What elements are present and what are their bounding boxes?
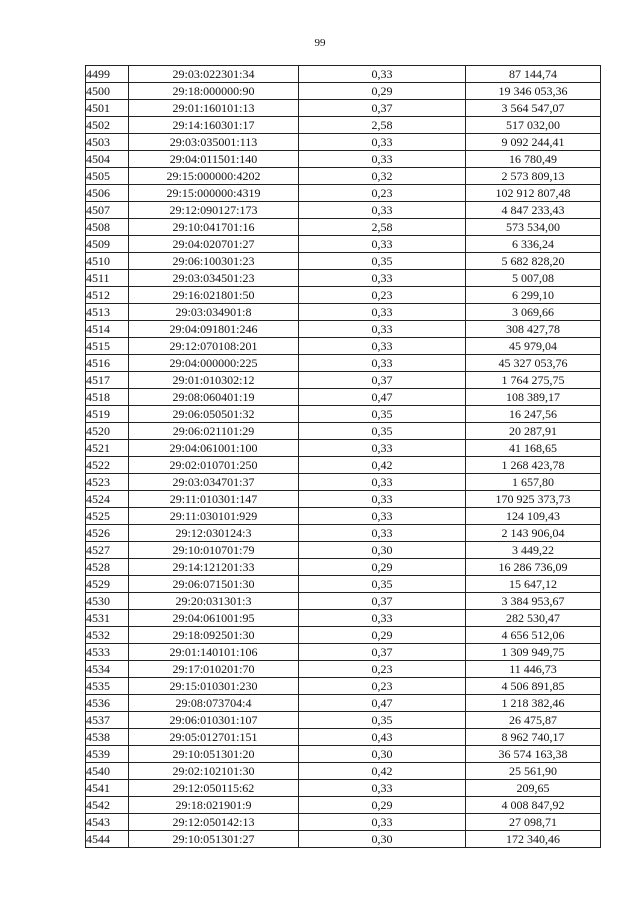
cadastral-number-cell: 29:06:050501:32 <box>129 406 299 423</box>
row-number-cell: 4544 <box>86 831 129 848</box>
row-number-cell: 4531 <box>86 610 129 627</box>
amount-cell: 6 336,24 <box>466 236 601 253</box>
table-row <box>86 338 601 355</box>
coefficient-cell: 0,33 <box>299 66 466 83</box>
row-number-cell: 4499 <box>86 66 129 83</box>
row-number-cell: 4522 <box>86 457 129 474</box>
row-number-cell: 4529 <box>86 576 129 593</box>
cadastral-number-cell: 29:15:000000:4319 <box>129 185 299 202</box>
cadastral-number-cell: 29:12:070108:201 <box>129 338 299 355</box>
coefficient-cell: 0,33 <box>299 525 466 542</box>
coefficient-cell: 0,33 <box>299 355 466 372</box>
coefficient-cell: 0,37 <box>299 593 466 610</box>
row-number-cell: 4520 <box>86 423 129 440</box>
row-number-cell: 4528 <box>86 559 129 576</box>
cadastral-number-cell: 29:14:121201:33 <box>129 559 299 576</box>
row-number-cell: 4526 <box>86 525 129 542</box>
row-number-cell: 4521 <box>86 440 129 457</box>
cadastral-number-cell: 29:10:010701:79 <box>129 542 299 559</box>
amount-cell: 45 327 053,76 <box>466 355 601 372</box>
table-row <box>86 321 601 338</box>
row-number-cell: 4517 <box>86 372 129 389</box>
coefficient-cell: 0,29 <box>299 627 466 644</box>
coefficient-cell: 2,58 <box>299 219 466 236</box>
cadastral-number-cell: 29:12:050115:62 <box>129 780 299 797</box>
cadastral-number-cell: 29:12:030124:3 <box>129 525 299 542</box>
row-number-cell: 4511 <box>86 270 129 287</box>
amount-cell: 87 144,74 <box>466 66 601 83</box>
coefficient-cell: 0,37 <box>299 644 466 661</box>
cadastral-number-cell: 29:14:160301:17 <box>129 117 299 134</box>
table-row <box>86 661 601 678</box>
amount-cell: 1 309 949,75 <box>466 644 601 661</box>
row-number-cell: 4519 <box>86 406 129 423</box>
cadastral-number-cell: 29:03:022301:34 <box>129 66 299 83</box>
amount-cell: 41 168,65 <box>466 440 601 457</box>
table-body <box>86 66 601 848</box>
cadastral-number-cell: 29:08:060401:19 <box>129 389 299 406</box>
coefficient-cell: 0,33 <box>299 270 466 287</box>
cadastral-number-cell: 29:12:050142:13 <box>129 814 299 831</box>
table-row <box>86 746 601 763</box>
coefficient-cell: 0,33 <box>299 780 466 797</box>
coefficient-cell: 0,35 <box>299 576 466 593</box>
coefficient-cell: 0,32 <box>299 168 466 185</box>
coefficient-cell: 0,37 <box>299 100 466 117</box>
amount-cell: 4 506 891,85 <box>466 678 601 695</box>
amount-cell: 16 780,49 <box>466 151 601 168</box>
table-row <box>86 576 601 593</box>
cadastral-number-cell: 29:06:010301:107 <box>129 712 299 729</box>
table-row <box>86 389 601 406</box>
cadastral-number-cell: 29:15:000000:4202 <box>129 168 299 185</box>
amount-cell: 1 268 423,78 <box>466 457 601 474</box>
row-number-cell: 4536 <box>86 695 129 712</box>
amount-cell: 2 573 809,13 <box>466 168 601 185</box>
row-number-cell: 4508 <box>86 219 129 236</box>
table-row <box>86 525 601 542</box>
row-number-cell: 4523 <box>86 474 129 491</box>
row-number-cell: 4539 <box>86 746 129 763</box>
table-row <box>86 797 601 814</box>
amount-cell: 1 218 382,46 <box>466 695 601 712</box>
row-number-cell: 4507 <box>86 202 129 219</box>
coefficient-cell: 0,23 <box>299 661 466 678</box>
cadastral-number-cell: 29:04:000000:225 <box>129 355 299 372</box>
coefficient-cell: 0,33 <box>299 338 466 355</box>
amount-cell: 11 446,73 <box>466 661 601 678</box>
cadastral-number-cell: 29:03:035001:113 <box>129 134 299 151</box>
data-table <box>85 65 601 848</box>
cadastral-number-cell: 29:04:061001:95 <box>129 610 299 627</box>
table-row <box>86 627 601 644</box>
amount-cell: 3 564 547,07 <box>466 100 601 117</box>
amount-cell: 1 657,80 <box>466 474 601 491</box>
coefficient-cell: 0,35 <box>299 423 466 440</box>
table-row <box>86 134 601 151</box>
table-row <box>86 729 601 746</box>
row-number-cell: 4524 <box>86 491 129 508</box>
table-row <box>86 287 601 304</box>
cadastral-number-cell: 29:18:021901:9 <box>129 797 299 814</box>
cadastral-number-cell: 29:01:140101:106 <box>129 644 299 661</box>
amount-cell: 2 143 906,04 <box>466 525 601 542</box>
table-row <box>86 474 601 491</box>
amount-cell: 3 449,22 <box>466 542 601 559</box>
cadastral-number-cell: 29:16:021801:50 <box>129 287 299 304</box>
amount-cell: 102 912 807,48 <box>466 185 601 202</box>
row-number-cell: 4532 <box>86 627 129 644</box>
cadastral-number-cell: 29:04:020701:27 <box>129 236 299 253</box>
coefficient-cell: 0,33 <box>299 236 466 253</box>
table-row <box>86 423 601 440</box>
amount-cell: 8 962 740,17 <box>466 729 601 746</box>
row-number-cell: 4533 <box>86 644 129 661</box>
coefficient-cell: 0,47 <box>299 389 466 406</box>
table-row <box>86 457 601 474</box>
row-number-cell: 4538 <box>86 729 129 746</box>
amount-cell: 5 682 828,20 <box>466 253 601 270</box>
amount-cell: 108 389,17 <box>466 389 601 406</box>
row-number-cell: 4512 <box>86 287 129 304</box>
row-number-cell: 4514 <box>86 321 129 338</box>
table-row <box>86 355 601 372</box>
amount-cell: 27 098,71 <box>466 814 601 831</box>
cadastral-number-cell: 29:01:010302:12 <box>129 372 299 389</box>
cadastral-number-cell: 29:01:160101:13 <box>129 100 299 117</box>
table-row <box>86 763 601 780</box>
table-row <box>86 304 601 321</box>
coefficient-cell: 0,33 <box>299 134 466 151</box>
table-row <box>86 831 601 848</box>
coefficient-cell: 0,42 <box>299 457 466 474</box>
row-number-cell: 4513 <box>86 304 129 321</box>
cadastral-number-cell: 29:20:031301:3 <box>129 593 299 610</box>
cadastral-number-cell: 29:03:034701:37 <box>129 474 299 491</box>
table-row <box>86 491 601 508</box>
table-row <box>86 644 601 661</box>
coefficient-cell: 0,35 <box>299 406 466 423</box>
table-row <box>86 678 601 695</box>
amount-cell: 170 925 373,73 <box>466 491 601 508</box>
coefficient-cell: 0,23 <box>299 287 466 304</box>
amount-cell: 9 092 244,41 <box>466 134 601 151</box>
amount-cell: 4 008 847,92 <box>466 797 601 814</box>
table-row <box>86 695 601 712</box>
coefficient-cell: 0,23 <box>299 678 466 695</box>
table-row <box>86 593 601 610</box>
coefficient-cell: 0,30 <box>299 542 466 559</box>
table-row <box>86 117 601 134</box>
cadastral-number-cell: 29:15:010301:230 <box>129 678 299 695</box>
table-row <box>86 610 601 627</box>
cadastral-number-cell: 29:10:051301:27 <box>129 831 299 848</box>
amount-cell: 5 007,08 <box>466 270 601 287</box>
cadastral-number-cell: 29:06:071501:30 <box>129 576 299 593</box>
row-number-cell: 4518 <box>86 389 129 406</box>
row-number-cell: 4500 <box>86 83 129 100</box>
cadastral-number-cell: 29:17:010201:70 <box>129 661 299 678</box>
cadastral-number-cell: 29:10:051301:20 <box>129 746 299 763</box>
cadastral-number-cell: 29:04:061001:100 <box>129 440 299 457</box>
table-row <box>86 236 601 253</box>
coefficient-cell: 0,30 <box>299 746 466 763</box>
amount-cell: 3 384 953,67 <box>466 593 601 610</box>
row-number-cell: 4504 <box>86 151 129 168</box>
amount-cell: 4 656 512,06 <box>466 627 601 644</box>
table-row <box>86 542 601 559</box>
row-number-cell: 4506 <box>86 185 129 202</box>
table-row <box>86 814 601 831</box>
row-number-cell: 4502 <box>86 117 129 134</box>
cadastral-number-cell: 29:05:012701:151 <box>129 729 299 746</box>
table-row <box>86 253 601 270</box>
cadastral-number-cell: 29:06:021101:29 <box>129 423 299 440</box>
coefficient-cell: 0,33 <box>299 610 466 627</box>
coefficient-cell: 0,33 <box>299 440 466 457</box>
coefficient-cell: 0,33 <box>299 814 466 831</box>
coefficient-cell: 0,29 <box>299 559 466 576</box>
table-row <box>86 202 601 219</box>
cadastral-number-cell: 29:18:092501:30 <box>129 627 299 644</box>
row-number-cell: 4509 <box>86 236 129 253</box>
amount-cell: 20 287,91 <box>466 423 601 440</box>
table-row <box>86 440 601 457</box>
table-row <box>86 219 601 236</box>
coefficient-cell: 0,33 <box>299 202 466 219</box>
row-number-cell: 4527 <box>86 542 129 559</box>
coefficient-cell: 0,29 <box>299 797 466 814</box>
row-number-cell: 4543 <box>86 814 129 831</box>
cadastral-number-cell: 29:03:034901:8 <box>129 304 299 321</box>
coefficient-cell: 0,33 <box>299 508 466 525</box>
coefficient-cell: 0,47 <box>299 695 466 712</box>
table-row <box>86 780 601 797</box>
coefficient-cell: 0,29 <box>299 83 466 100</box>
coefficient-cell: 0,35 <box>299 712 466 729</box>
amount-cell: 16 247,56 <box>466 406 601 423</box>
cadastral-number-cell: 29:10:041701:16 <box>129 219 299 236</box>
row-number-cell: 4516 <box>86 355 129 372</box>
table-row <box>86 712 601 729</box>
cadastral-number-cell: 29:08:073704:4 <box>129 695 299 712</box>
coefficient-cell: 0,30 <box>299 831 466 848</box>
table-row <box>86 372 601 389</box>
amount-cell: 124 109,43 <box>466 508 601 525</box>
table-row <box>86 168 601 185</box>
amount-cell: 4 847 233,43 <box>466 202 601 219</box>
amount-cell: 517 032,00 <box>466 117 601 134</box>
amount-cell: 36 574 163,38 <box>466 746 601 763</box>
amount-cell: 26 475,87 <box>466 712 601 729</box>
cadastral-number-cell: 29:06:100301:23 <box>129 253 299 270</box>
page-number: 99 <box>314 37 326 49</box>
table-row <box>86 83 601 100</box>
row-number-cell: 4537 <box>86 712 129 729</box>
amount-cell: 282 530,47 <box>466 610 601 627</box>
row-number-cell: 4535 <box>86 678 129 695</box>
row-number-cell: 4505 <box>86 168 129 185</box>
table-row <box>86 559 601 576</box>
cadastral-number-cell: 29:04:091801:246 <box>129 321 299 338</box>
table-row <box>86 508 601 525</box>
table-row <box>86 270 601 287</box>
table-row <box>86 406 601 423</box>
row-number-cell: 4503 <box>86 134 129 151</box>
cadastral-number-cell: 29:12:090127:173 <box>129 202 299 219</box>
coefficient-cell: 0,33 <box>299 474 466 491</box>
amount-cell: 25 561,90 <box>466 763 601 780</box>
amount-cell: 172 340,46 <box>466 831 601 848</box>
coefficient-cell: 0,35 <box>299 253 466 270</box>
table-row <box>86 66 601 83</box>
row-number-cell: 4530 <box>86 593 129 610</box>
coefficient-cell: 0,33 <box>299 321 466 338</box>
amount-cell: 19 346 053,36 <box>466 83 601 100</box>
coefficient-cell: 0,23 <box>299 185 466 202</box>
amount-cell: 308 427,78 <box>466 321 601 338</box>
cadastral-number-cell: 29:18:000000:90 <box>129 83 299 100</box>
row-number-cell: 4510 <box>86 253 129 270</box>
coefficient-cell: 0,33 <box>299 491 466 508</box>
coefficient-cell: 2,58 <box>299 117 466 134</box>
row-number-cell: 4501 <box>86 100 129 117</box>
coefficient-cell: 0,33 <box>299 304 466 321</box>
table-row <box>86 151 601 168</box>
table-row <box>86 185 601 202</box>
amount-cell: 15 647,12 <box>466 576 601 593</box>
row-number-cell: 4515 <box>86 338 129 355</box>
amount-cell: 573 534,00 <box>466 219 601 236</box>
cadastral-number-cell: 29:02:010701:250 <box>129 457 299 474</box>
row-number-cell: 4525 <box>86 508 129 525</box>
coefficient-cell: 0,42 <box>299 763 466 780</box>
amount-cell: 1 764 275,75 <box>466 372 601 389</box>
row-number-cell: 4541 <box>86 780 129 797</box>
cadastral-number-cell: 29:02:102101:30 <box>129 763 299 780</box>
row-number-cell: 4540 <box>86 763 129 780</box>
amount-cell: 3 069,66 <box>466 304 601 321</box>
amount-cell: 45 979,04 <box>466 338 601 355</box>
amount-cell: 16 286 736,09 <box>466 559 601 576</box>
amount-cell: 209,65 <box>466 780 601 797</box>
coefficient-cell: 0,43 <box>299 729 466 746</box>
row-number-cell: 4534 <box>86 661 129 678</box>
coefficient-cell: 0,37 <box>299 372 466 389</box>
amount-cell: 6 299,10 <box>466 287 601 304</box>
cadastral-number-cell: 29:03:034501:23 <box>129 270 299 287</box>
row-number-cell: 4542 <box>86 797 129 814</box>
cadastral-number-cell: 29:11:010301:147 <box>129 491 299 508</box>
cadastral-number-cell: 29:04:011501:140 <box>129 151 299 168</box>
table-row <box>86 100 601 117</box>
coefficient-cell: 0,33 <box>299 151 466 168</box>
cadastral-number-cell: 29:11:030101:929 <box>129 508 299 525</box>
